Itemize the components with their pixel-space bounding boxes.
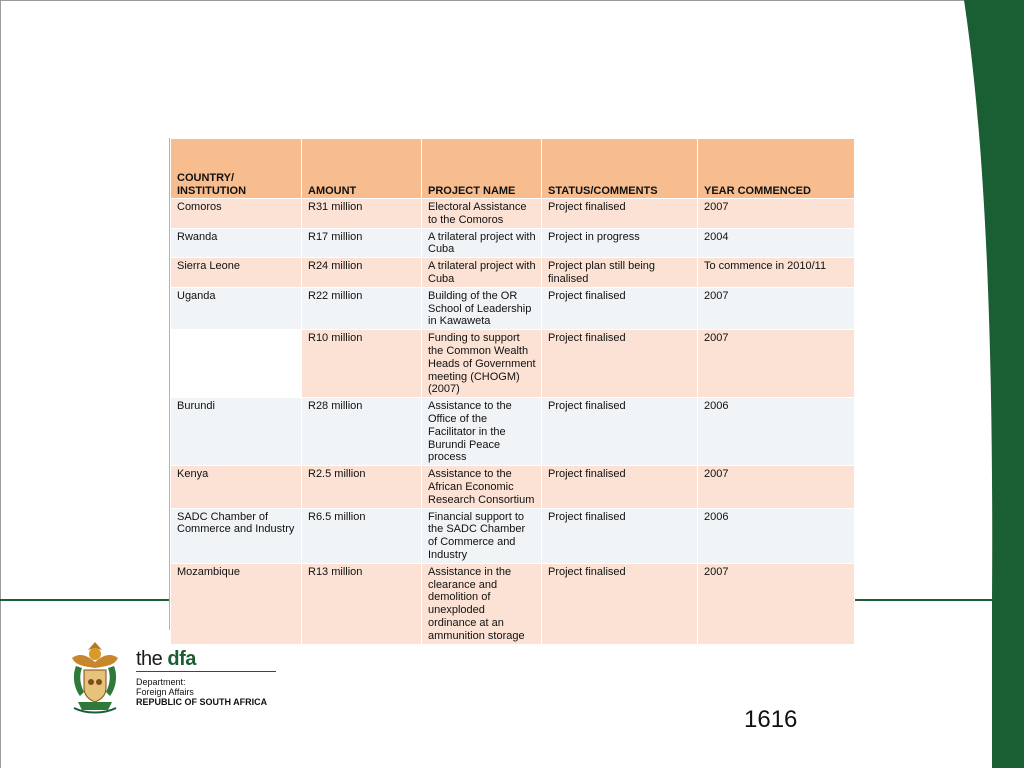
logo-department-label: Department:	[136, 677, 186, 687]
cell-year: To commence in 2010/11	[698, 258, 855, 288]
cell-year: 2007	[698, 330, 855, 398]
cell-country: Uganda	[171, 287, 302, 329]
cell-year: 2004	[698, 228, 855, 258]
dfa-logo	[62, 636, 292, 716]
cell-amount: R28 million	[302, 398, 422, 466]
cell-country: Comoros	[171, 199, 302, 229]
cell-amount: R10 million	[302, 330, 422, 398]
cell-amount: R24 million	[302, 258, 422, 288]
table-row	[171, 330, 855, 398]
cell-project: Building of the OR School of Leadership in Kawaweta	[422, 287, 542, 329]
slide-top-border	[0, 0, 1024, 1]
table-row	[171, 258, 855, 288]
logo-foreign-affairs-label: Foreign Affairs	[136, 687, 194, 697]
table-row	[171, 563, 855, 644]
cell-amount: R6.5 million	[302, 508, 422, 563]
green-swoosh-decoration	[964, 0, 1024, 768]
dfa-wordmark	[136, 648, 196, 671]
cell-amount: R31 million	[302, 199, 422, 229]
cell-year: 2006	[698, 398, 855, 466]
cell-status: Project finalised	[542, 330, 698, 398]
logo-rule	[136, 671, 276, 672]
cell-project: A trilateral project with Cuba	[422, 258, 542, 288]
cell-project: Assistance to the Office of the Facilitator in the Burundi Peace process	[422, 398, 542, 466]
coat-of-arms-icon	[62, 636, 128, 716]
cell-year: 2007	[698, 287, 855, 329]
header-country: COUNTRY/ INSTITUTION	[171, 139, 302, 199]
header-year: YEAR COMMENCED	[698, 139, 855, 199]
cell-amount: R22 million	[302, 287, 422, 329]
cell-amount: R13 million	[302, 563, 422, 644]
slide-number: 1616	[744, 706, 798, 733]
table-row	[171, 466, 855, 508]
cell-project: Financial support to the SADC Chamber of Commerce and Industry	[422, 508, 542, 563]
cell-country: Rwanda	[171, 228, 302, 258]
cell-status: Project finalised	[542, 508, 698, 563]
table-row	[171, 508, 855, 563]
cell-year: 2006	[698, 508, 855, 563]
cell-country: SADC Chamber of Commerce and Industry	[171, 508, 302, 563]
cell-country: Burundi	[171, 398, 302, 466]
slide-left-border	[0, 0, 1, 768]
logo-country-label: REPUBLIC OF SOUTH AFRICA	[136, 697, 268, 707]
table-header-row	[171, 139, 855, 199]
cell-project: Electoral Assistance to the Comoros	[422, 199, 542, 229]
cell-status: Project in progress	[542, 228, 698, 258]
table-row	[171, 287, 855, 329]
cell-status: Project finalised	[542, 398, 698, 466]
table-row	[171, 228, 855, 258]
wordmark-the: the	[136, 648, 163, 670]
cell-project: A trilateral project with Cuba	[422, 228, 542, 258]
cell-country: Sierra Leone	[171, 258, 302, 288]
header-project-name: PROJECT NAME	[422, 139, 542, 199]
cell-country: Kenya	[171, 466, 302, 508]
cell-amount: R2.5 million	[302, 466, 422, 508]
header-amount: AMOUNT	[302, 139, 422, 199]
cell-amount: R17 million	[302, 228, 422, 258]
table-row	[171, 199, 855, 229]
wordmark-dfa: dfa	[167, 648, 196, 670]
cell-country: Mozambique	[171, 563, 302, 644]
cell-year: 2007	[698, 466, 855, 508]
cell-status: Project plan still being finalised	[542, 258, 698, 288]
cell-project: Funding to support the Common Wealth Heads of Government meeting (CHOGM) (2007)	[422, 330, 542, 398]
cell-year: 2007	[698, 199, 855, 229]
header-status: STATUS/COMMENTS	[542, 139, 698, 199]
cell-status: Project finalised	[542, 199, 698, 229]
table-row	[171, 398, 855, 466]
projects-table	[170, 138, 855, 645]
cell-status: Project finalised	[542, 466, 698, 508]
cell-project: Assistance in the clearance and demolition of unexploded ordinance at an ammunition storage	[422, 563, 542, 644]
cell-status: Project finalised	[542, 287, 698, 329]
cell-year: 2007	[698, 563, 855, 644]
cell-project: Assistance to the African Economic Research Consortium	[422, 466, 542, 508]
cell-status: Project finalised	[542, 563, 698, 644]
cell-country	[171, 330, 302, 398]
